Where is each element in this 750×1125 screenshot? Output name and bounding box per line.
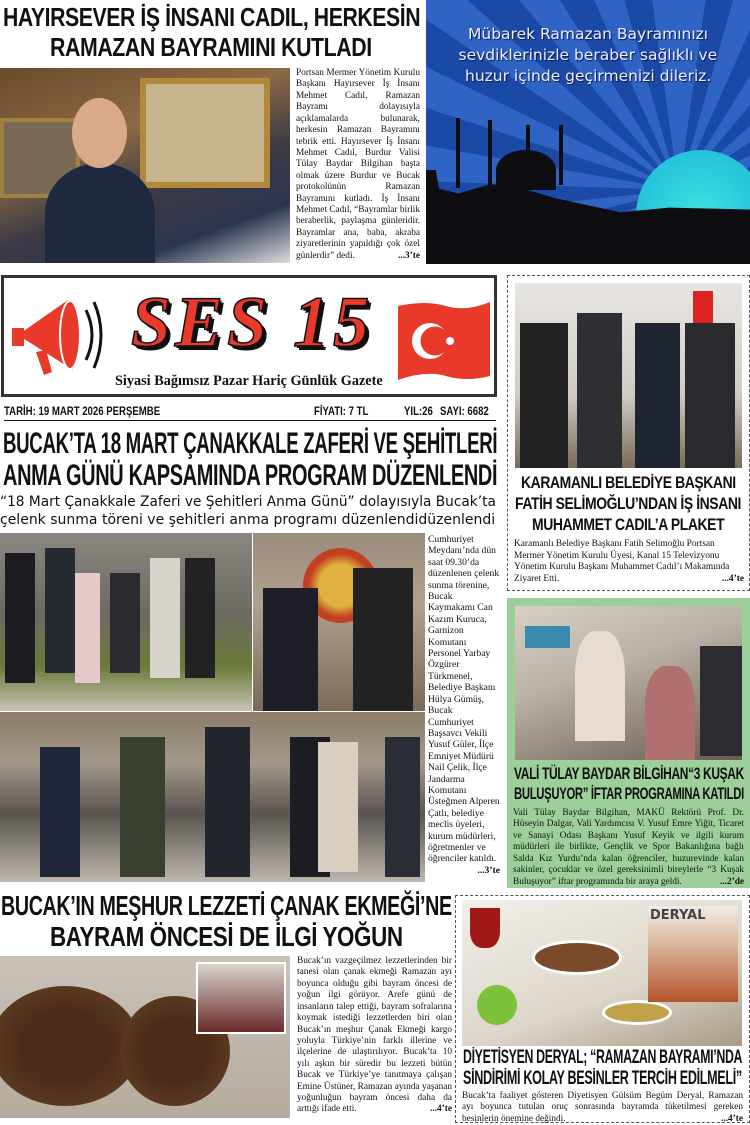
headline-line: BAYRAM ÖNCESİ DE İLGİ YOĞUN	[49, 921, 403, 952]
continued-link[interactable]: ...4’te	[430, 1104, 452, 1115]
bayram-greeting-ad	[426, 0, 750, 264]
continued-link[interactable]: ...3’te	[477, 864, 500, 876]
headline-line: DİYETİSYEN DERYAL; “RAMAZAN BAYRAMI’NDA	[462, 1047, 742, 1068]
issue-date: TARİH: 19 MART 2026 PERŞEMBE	[4, 404, 161, 418]
headline-line: BUCAK’IN MEŞHUR LEZZETİ ÇANAK EKMEĞİ’NE	[0, 890, 452, 921]
headline-line: SİNDİRİMİ KOLAY BESİNLER TERCİH EDİLMELİ”	[462, 1068, 742, 1089]
top-story-headline	[2, 2, 420, 62]
iftar-story-headline	[513, 764, 744, 804]
main-story-subtitle	[0, 493, 497, 529]
continued-link[interactable]: ...4’te	[721, 1113, 743, 1124]
top-story-body	[296, 68, 420, 262]
subtitle-line: çelenk sunma töreni ve şehitleri anma programı düzenlendidüzenlendi	[0, 512, 496, 528]
diet-story-box	[455, 895, 750, 1123]
continued-link[interactable]: ...3’te	[398, 250, 420, 261]
body-text: Cumhuriyet Meydanı’nda dün saat 09.30’da düzenlenen çelenk sunma törenine, Bucak Kaymakamı Can Kazım Kuruca, Garnizon Komutanı Personel Yarbay Özgürer Türkmenel, Belediye Başkanı Hülya Gümüş, Bucak Cumhuriyet Başsavcı Vekili Yusuf Güler, İlçe Emniyet Müdürü Nail Çelik, İlçe Jandarma Komutanı Üsteğmen Alperen Çatlı, belediye meclis üyeleri, kurum müdürleri, öğretmenler ve öğrenciler katıldı.	[428, 534, 500, 865]
ad-line: sevdiklerinizle beraber sağlıklı ve	[458, 46, 718, 64]
masthead-tagline-box	[104, 372, 394, 390]
body-text: Bucak’ın vazgeçilmez lezzetlerinden bir tanesi olan çanak ekmeği Ramazan ayı boyunca olduğu gibi bayram öncesi de yoğun ilgi görüyor. Arefe günü de insanların talep ettiği, bayram sofralarına koymak istediği lezzetlerden biri olan Bucak’ın meşhur Çanak Ekmeği kargo yoluyla Türkiye’nin farklı illerine ve ilçelerine de ulaştırılıyor. Bucak’ta 10 yılı aşkın bir süredir bu lezzeti bütün Bucak ve Türkiye’ye tanıtmaya çalışan Emine Üstüner, Ramazan ayında yaşanan yoğunluğun bayram öncesi daha da arttığı ifade etti.	[297, 956, 452, 1115]
dateline	[4, 404, 496, 421]
plaque-photo	[515, 283, 742, 468]
headline-line: HAYIRSEVER İŞ İNSANI CADIL, HERKESİN	[2, 2, 420, 32]
canak-bread-photo	[0, 956, 290, 1118]
diet-story-body	[462, 1091, 743, 1125]
plaque-story-box	[507, 275, 750, 591]
main-story-body	[428, 534, 500, 876]
headline-line: ANMA GÜNÜ KAPSAMINDA PROGRAM DÜZENLENDİ	[2, 459, 497, 492]
headline-line: VALİ TÜLAY BAYDAR BİLGİHAN“3 KUŞAK	[513, 764, 744, 783]
bread-story-headline	[0, 890, 452, 952]
turkish-flag-icon	[396, 300, 492, 382]
body-text: Bucak’ta faaliyet gösteren Diyetisyen Gülsüm Begüm Deryal, Ramazan ayı boyunca tutulan oruç sonrasında bayramda tüketilmesi gereken besinlerin önemine değindi.	[462, 1091, 743, 1124]
ad-line: Mübarek Ramazan Bayramınızı	[468, 25, 709, 43]
masthead-title-box	[116, 280, 388, 364]
masthead-title: SES 15	[131, 282, 374, 362]
headline-line: KARAMANLI BELEDİYE BAŞKANI	[520, 473, 736, 492]
ad-line: huzur içinde geçirmenizi dileriz.	[465, 67, 712, 85]
issue-number: SAYI: 6682	[440, 404, 489, 418]
megaphone-icon	[8, 290, 108, 380]
masthead-tagline: Siyasi Bağımsız Pazar Hariç Günlük Gazete	[115, 373, 383, 389]
ceremony-photo-1	[0, 533, 252, 711]
headline-line: BULUŞUYOR” İFTAR PROGRAMINA KATILDI	[513, 784, 744, 803]
diet-story-headline	[462, 1047, 742, 1089]
headline-line: BUCAK’TA 18 MART ÇANAKKALE ZAFERİ VE ŞEHİTLERİ	[2, 427, 497, 460]
iftar-photo	[515, 606, 742, 760]
plaque-story-body	[514, 539, 744, 585]
body-text: Karamanlı Belediye Başkanı Fatih Selimoğlu Portsan Mermer Yönetim Kurulu Üyesi, Kanal 15 Televizyonu Yönetim Kurulu Başkanı Muhammet Cadıl’ı Makamında Ziyaret Etti.	[514, 539, 730, 584]
headline-line: RAMAZAN BAYRAMINI KUTLADI	[50, 32, 373, 62]
continued-link[interactable]: ...2’de	[719, 876, 744, 887]
masthead	[1, 275, 497, 397]
plaque-story-headline	[514, 472, 742, 535]
iftar-story-box	[507, 598, 750, 888]
body-text: Vali Tülay Baydar Bilgihan, MAKÜ Rektörü Prof. Dr. Hüseyin Dalgar, Vali Yardımcısı V. Yusuf Emre Yiğit, Ticaret ve Sanayi Odası Başkanı Yusuf Keyik ve ilgili kurum müdürleri ile birlikte, Gençlik ve Spor Bakanlığına bağlı Salda Kız Yurdu’nda kalan öğrenciler, huzurevinde kalan sakinler, çocuklar ve özel gereksinimli bireylerle “3 Kuşak Buluşuyor” iftar programında bir araya geldi.	[513, 808, 744, 887]
continued-link[interactable]: ...4’te	[721, 573, 744, 584]
bayram-table-photo	[462, 900, 742, 1046]
emine-ustuner-portrait	[196, 962, 286, 1034]
wreath-ceremony-photo	[253, 533, 425, 711]
main-story-headline	[2, 428, 497, 492]
ad-text	[432, 24, 744, 87]
headline-line: MUHAMMET CADIL’A PLAKET	[532, 515, 725, 534]
photo-sign-text: DERYAL	[650, 908, 706, 923]
cadil-office-photo	[0, 68, 290, 263]
iftar-story-body	[513, 808, 744, 888]
issue-price: FİYATI: 7 TL	[314, 404, 369, 418]
headline-line: FATİH SELİMOĞLU’NDAN İŞ İNSANI	[514, 494, 741, 513]
dietitian-portrait	[648, 906, 738, 1002]
subtitle-line: “18 Mart Çanakkale Zaferi ve Şehitleri Anma Günü” dolayısıyla Bucak’ta	[0, 494, 496, 510]
ceremony-photo-2	[0, 712, 425, 882]
issue-year: YIL:26	[404, 404, 433, 418]
body-text: Portsan Mermer Yönetim Kurulu Başkanı Hayırsever İş İnsanı Mehmet Cadıl, Ramazan Bayramı dolayısıyla açıklamalarda bulunarak, herkesin Ramazan Bayramını tebrik etti. Hayırsever İş İnsanı Mehmet Cadıl, Burdur Valisi Tülay Baydar Bilgihan başta olmak üzere Burdur ve Bucak protokolünün Ramazan Bayramını kutladı. İş İnsanı Mehmet Cadıl, “Bayramlar birlik beraberlik, paylaşma günleridir. Bayramlar ana, baba, akraba ziyaretlerinin yapıldığı çok özel günlerdir” dedi.	[296, 68, 420, 261]
bread-story-body	[297, 956, 452, 1116]
